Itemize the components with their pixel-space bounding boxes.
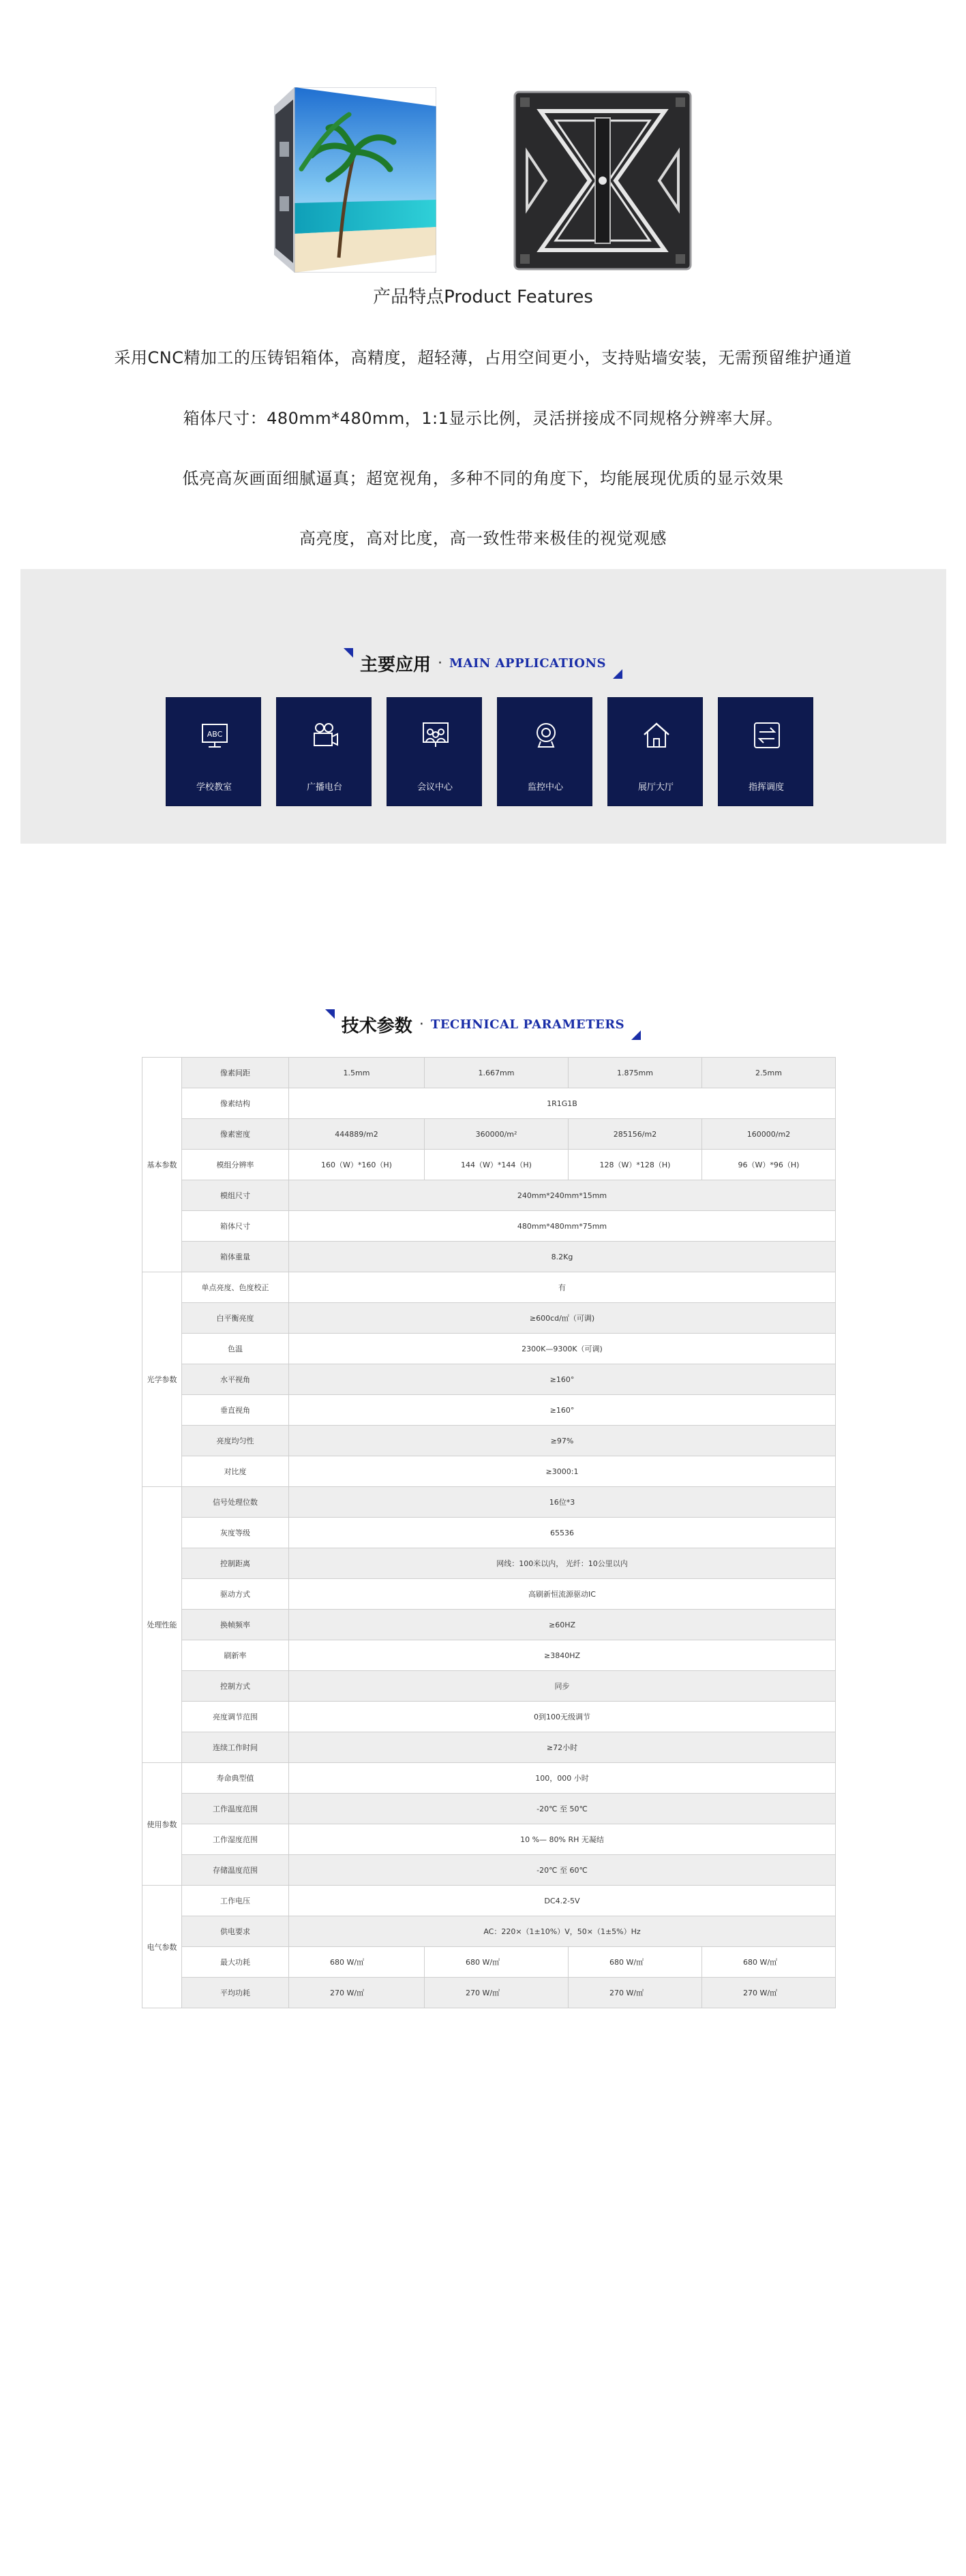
parameter-name: 箱体尺寸 — [182, 1211, 289, 1242]
table-row — [142, 1610, 836, 1640]
table-row — [142, 1334, 836, 1364]
app-tile-label: 广播电台 — [306, 782, 342, 793]
parameter-value: 网线：100米以内， 光纤：10公里以内 — [289, 1548, 836, 1579]
parameter-value: ≥160° — [289, 1364, 836, 1395]
tech-heading — [0, 1009, 966, 1037]
table-row — [142, 1671, 836, 1702]
parameter-name: 平均功耗 — [182, 1978, 289, 2008]
parameter-name: 像素密度 — [182, 1119, 289, 1150]
parameter-value: 270 W/㎡ — [702, 1978, 836, 2008]
title-separator-dot: · — [438, 655, 443, 672]
applications-title-cn: 主要应用 — [360, 655, 432, 675]
table-row — [142, 1548, 836, 1579]
parameter-name: 信号处理位数 — [182, 1487, 289, 1518]
led-cabinet-front-image — [274, 87, 436, 273]
parameter-value: 0到100无级调节 — [289, 1702, 836, 1732]
parameter-name: 模组分辨率 — [182, 1150, 289, 1180]
parameter-value: -20℃ 至 60℃ — [289, 1855, 836, 1886]
app-tile-label: 展厅大厅 — [637, 782, 674, 793]
table-row — [142, 1794, 836, 1824]
feature-line-1: 采用CNC精加工的压铸铝箱体，高精度，超轻薄，占用空间更小，支持贴墙安装，无需预留维护通道 — [114, 348, 852, 367]
parameter-value: 270 W/㎡ — [569, 1978, 702, 2008]
webcam-icon — [532, 721, 560, 750]
title-separator-dot: · — [419, 1016, 424, 1033]
parameter-value: 360000/m² — [425, 1119, 569, 1150]
parameter-value: ≥3840HZ — [289, 1640, 836, 1671]
parameter-name: 模组尺寸 — [182, 1180, 289, 1211]
table-row — [142, 1426, 836, 1456]
parameter-name: 驱动方式 — [182, 1579, 289, 1610]
table-row — [142, 1886, 836, 1916]
parameter-value: 2.5mm — [702, 1058, 836, 1088]
parameter-value: ≥72小时 — [289, 1732, 836, 1763]
app-tile-monitoring[interactable] — [497, 697, 592, 806]
parameter-value: 680 W/㎡ — [569, 1947, 702, 1978]
parameter-value: 65536 — [289, 1518, 836, 1548]
category-cell: 基本参数 — [142, 1058, 182, 1272]
parameter-name: 亮度调节范围 — [182, 1702, 289, 1732]
parameter-name: 水平视角 — [182, 1364, 289, 1395]
table-row — [142, 1487, 836, 1518]
table-row — [142, 1978, 836, 2008]
app-tile-exhibition[interactable] — [607, 697, 703, 806]
parameter-value: 680 W/㎡ — [702, 1947, 836, 1978]
parameter-value: 1R1G1B — [289, 1088, 836, 1119]
app-tile-broadcast[interactable] — [276, 697, 372, 806]
table-row — [142, 1364, 836, 1395]
parameter-name: 控制距离 — [182, 1548, 289, 1579]
parameter-name: 供电要求 — [182, 1916, 289, 1947]
parameter-value: 128（W）*128（H) — [569, 1150, 702, 1180]
parameters-table — [142, 1057, 836, 2008]
feature-line-3: 低亮高灰画面细腻逼真；超宽视角，多种不同的角度下，均能展现优质的显示效果 — [182, 469, 784, 488]
table-row — [142, 1916, 836, 1947]
category-cell: 电气参数 — [142, 1886, 182, 2008]
parameter-value: -20℃ 至 50℃ — [289, 1794, 836, 1824]
tech-title-cn: 技术参数 — [341, 1016, 412, 1037]
table-row — [142, 1395, 836, 1426]
table-row — [142, 1518, 836, 1548]
parameter-name: 刷新率 — [182, 1640, 289, 1671]
table-row — [142, 1824, 836, 1855]
parameter-value: ≥60HZ — [289, 1610, 836, 1640]
parameter-value: 2300K—9300K（可调) — [289, 1334, 836, 1364]
video-camera-icon — [311, 721, 339, 750]
application-tiles — [166, 697, 813, 806]
parameter-name: 垂直视角 — [182, 1395, 289, 1426]
applications-heading — [0, 647, 966, 676]
parameter-value: 144（W）*144（H) — [425, 1150, 569, 1180]
swap-arrows-icon — [753, 721, 781, 750]
parameter-value: AC：220×（1±10%）V，50×（1±5%）Hz — [289, 1916, 836, 1947]
product-features-caption: 产品特点Product Features — [373, 287, 593, 307]
parameter-name: 存储温度范围 — [182, 1855, 289, 1886]
parameter-name: 单点亮度、色度校正 — [182, 1272, 289, 1303]
table-row — [142, 1058, 836, 1088]
parameter-value: 有 — [289, 1272, 836, 1303]
parameter-value: 96（W）*96（H) — [702, 1150, 836, 1180]
table-row — [142, 1272, 836, 1303]
parameter-value: 680 W/㎡ — [289, 1947, 425, 1978]
table-row — [142, 1180, 836, 1211]
house-icon — [642, 721, 671, 750]
parameter-name: 像素结构 — [182, 1088, 289, 1119]
applications-title-en: MAIN APPLICATIONS — [449, 656, 606, 671]
app-tile-label: 学校教室 — [196, 782, 232, 793]
corner-mark-right — [613, 669, 622, 679]
parameter-value: 1.667mm — [425, 1058, 569, 1088]
app-tile-label: 会议中心 — [417, 782, 453, 793]
parameter-value: 同步 — [289, 1671, 836, 1702]
parameter-value: 高刷新恒流源驱动IC — [289, 1579, 836, 1610]
table-row — [142, 1303, 836, 1334]
parameter-name: 箱体重量 — [182, 1242, 289, 1272]
meeting-icon — [421, 721, 450, 750]
parameter-value: 160（W）*160（H) — [289, 1150, 425, 1180]
category-cell: 处理性能 — [142, 1487, 182, 1763]
table-row — [142, 1456, 836, 1487]
parameter-name: 工作温度范围 — [182, 1794, 289, 1824]
parameter-value: 240mm*240mm*15mm — [289, 1180, 836, 1211]
parameter-value: 1.5mm — [289, 1058, 425, 1088]
table-row — [142, 1732, 836, 1763]
parameter-value: 160000/m2 — [702, 1119, 836, 1150]
parameter-name: 灰度等级 — [182, 1518, 289, 1548]
app-tile-command[interactable] — [718, 697, 813, 806]
parameter-name: 白平衡亮度 — [182, 1303, 289, 1334]
table-row — [142, 1242, 836, 1272]
parameter-value: 10 %— 80% RH 无凝结 — [289, 1824, 836, 1855]
feature-line-2: 箱体尺寸：480mm*480mm，1:1显示比例，灵活拼接成不同规格分辨率大屏。 — [183, 409, 783, 428]
parameter-name: 工作湿度范围 — [182, 1824, 289, 1855]
category-cell: 光学参数 — [142, 1272, 182, 1487]
parameter-value: 480mm*480mm*75mm — [289, 1211, 836, 1242]
table-row — [142, 1579, 836, 1610]
parameter-value: ≥3000:1 — [289, 1456, 836, 1487]
led-cabinet-back-image — [513, 91, 692, 271]
table-row — [142, 1763, 836, 1794]
parameter-name: 最大功耗 — [182, 1947, 289, 1978]
parameter-value: 285156/m2 — [569, 1119, 702, 1150]
tech-title-en: TECHNICAL PARAMETERS — [430, 1017, 625, 1032]
parameter-value: ≥160° — [289, 1395, 836, 1426]
table-row — [142, 1150, 836, 1180]
category-cell: 使用参数 — [142, 1763, 182, 1886]
parameter-name: 对比度 — [182, 1456, 289, 1487]
table-row — [142, 1947, 836, 1978]
table-row — [142, 1702, 836, 1732]
parameter-name: 色温 — [182, 1334, 289, 1364]
parameter-name: 工作电压 — [182, 1886, 289, 1916]
parameter-name: 连续工作时间 — [182, 1732, 289, 1763]
app-tile-conference[interactable] — [387, 697, 482, 806]
table-row — [142, 1855, 836, 1886]
parameter-name: 控制方式 — [182, 1671, 289, 1702]
feature-line-4: 高亮度，高对比度，高一致性带来极佳的视觉观感 — [299, 529, 667, 548]
parameter-value: 1.875mm — [569, 1058, 702, 1088]
corner-mark-left — [344, 648, 353, 658]
table-row — [142, 1088, 836, 1119]
abc-board-icon — [200, 721, 229, 750]
table-row — [142, 1211, 836, 1242]
app-tile-classroom[interactable] — [166, 697, 261, 806]
parameter-value: DC4.2-5V — [289, 1886, 836, 1916]
corner-mark-right — [631, 1030, 641, 1040]
parameter-name: 亮度均匀性 — [182, 1426, 289, 1456]
parameter-value: ≥600cd/㎡（可调) — [289, 1303, 836, 1334]
parameter-value: 16位*3 — [289, 1487, 836, 1518]
parameter-value: 100，000 小时 — [289, 1763, 836, 1794]
parameter-name: 寿命典型值 — [182, 1763, 289, 1794]
parameter-value: 680 W/㎡ — [425, 1947, 569, 1978]
svg-text:ABC: ABC — [207, 730, 223, 739]
parameter-name: 换帧频率 — [182, 1610, 289, 1640]
parameter-value: 8.2Kg — [289, 1242, 836, 1272]
parameter-name: 像素间距 — [182, 1058, 289, 1088]
app-tile-label: 指挥调度 — [748, 782, 784, 793]
parameter-value: 444889/m2 — [289, 1119, 425, 1150]
parameter-value: 270 W/㎡ — [425, 1978, 569, 2008]
table-row — [142, 1119, 836, 1150]
app-tile-label: 监控中心 — [527, 782, 563, 793]
table-row — [142, 1640, 836, 1671]
parameter-value: 270 W/㎡ — [289, 1978, 425, 2008]
parameter-value: ≥97% — [289, 1426, 836, 1456]
corner-mark-left — [325, 1009, 335, 1019]
